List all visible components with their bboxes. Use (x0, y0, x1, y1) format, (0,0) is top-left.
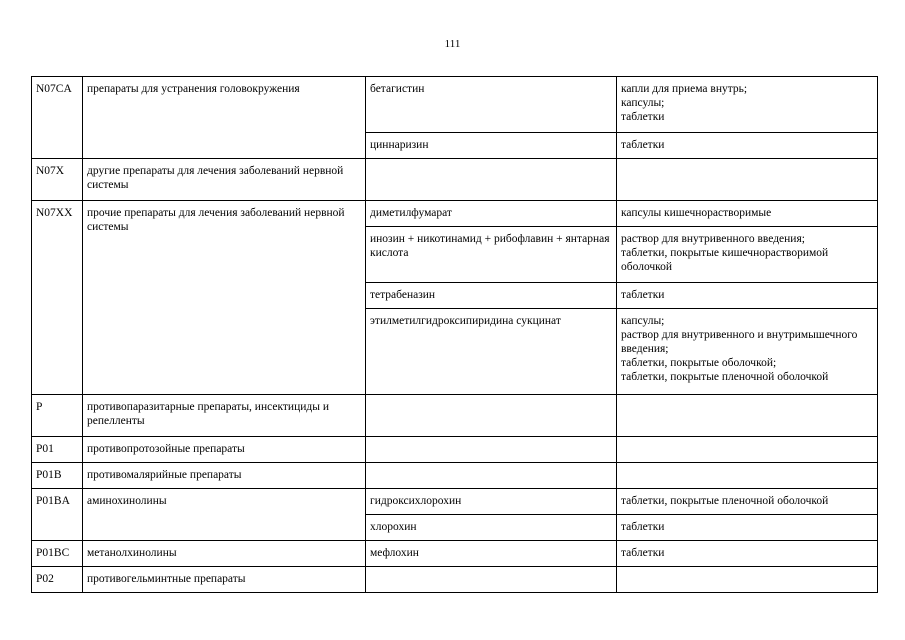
dosage-form-cell (617, 489, 878, 515)
dosage-form-cell (617, 515, 878, 541)
drug-name-cell (366, 159, 617, 201)
drug-name-cell: мефлохин (366, 541, 617, 567)
table-row (32, 567, 878, 593)
atc-code-cell: P02 (32, 567, 83, 593)
group-name-cell: противогельминтные препараты (83, 567, 366, 593)
dosage-form-line: раствор для внутривенного и внутримышечного введения; (621, 329, 858, 355)
table-row (32, 489, 878, 515)
dosage-form-cell (617, 133, 878, 159)
group-name-cell: противомалярийные препараты (83, 463, 366, 489)
atc-code-cell: N07CA (32, 77, 83, 159)
dosage-form-line: таблетки, покрытые пленочной оболочкой (621, 495, 829, 507)
drug-name-cell: циннаризин (366, 133, 617, 159)
table-row (32, 463, 878, 489)
dosage-form-line: таблетки (621, 521, 665, 533)
atc-code-cell: P01B (32, 463, 83, 489)
drug-name-cell (366, 463, 617, 489)
group-name-cell: другие препараты для лечения заболеваний нервной системы (83, 159, 366, 201)
atc-code-cell: P01 (32, 437, 83, 463)
dosage-form-line: таблетки (621, 547, 665, 559)
group-name-cell: аминохинолины (83, 489, 366, 541)
atc-code-cell: N07X (32, 159, 83, 201)
atc-code-cell: P01BC (32, 541, 83, 567)
drug-name-cell: гидроксихлорохин (366, 489, 617, 515)
drug-name-cell (366, 395, 617, 437)
dosage-form-cell (617, 437, 878, 463)
drug-name-cell: хлорохин (366, 515, 617, 541)
drug-name-cell: инозин + никотинамид + рибофлавин + янтарная кислота (366, 227, 617, 283)
drug-name-cell: диметилфумарат (366, 201, 617, 227)
group-name-cell: метанолхинолины (83, 541, 366, 567)
drug-table (31, 76, 878, 593)
dosage-form-line: таблетки (621, 139, 665, 151)
dosage-form-cell (617, 463, 878, 489)
dosage-form-cell (617, 395, 878, 437)
dosage-form-cell (617, 227, 878, 283)
drug-name-cell: тетрабеназин (366, 283, 617, 309)
group-name-cell: прочие препараты для лечения заболеваний нервной системы (83, 201, 366, 395)
table-row (32, 541, 878, 567)
table-row (32, 201, 878, 227)
dosage-form-line: раствор для внутривенного введения; (621, 233, 805, 245)
table-row (32, 159, 878, 201)
dosage-form-cell (617, 541, 878, 567)
dosage-form-line: таблетки, покрытые оболочкой; (621, 357, 777, 369)
dosage-form-line: таблетки, покрытые кишечнорастворимой оболочкой (621, 247, 829, 273)
dosage-form-line: таблетки, покрытые пленочной оболочкой (621, 371, 829, 383)
dosage-form-line: таблетки (621, 289, 665, 301)
drug-name-cell (366, 437, 617, 463)
atc-code-cell: P (32, 395, 83, 437)
dosage-form-line: капли для приема внутрь; (621, 83, 748, 95)
drug-name-cell: бетагистин (366, 77, 617, 133)
dosage-form-line: капсулы; (621, 97, 665, 109)
dosage-form-cell (617, 201, 878, 227)
drug-name-cell: этилметилгидроксипиридина сукцинат (366, 309, 617, 395)
atc-code-cell: P01BA (32, 489, 83, 541)
table-row (32, 77, 878, 133)
dosage-form-cell (617, 159, 878, 201)
dosage-form-cell (617, 309, 878, 395)
dosage-form-line: капсулы; (621, 315, 665, 327)
dosage-form-line: таблетки (621, 111, 665, 123)
dosage-form-cell (617, 567, 878, 593)
table-row (32, 395, 878, 437)
dosage-form-line: капсулы кишечнорастворимые (621, 207, 772, 219)
table-row (32, 437, 878, 463)
drug-name-cell (366, 567, 617, 593)
group-name-cell: противопротозойные препараты (83, 437, 366, 463)
atc-code-cell: N07XX (32, 201, 83, 395)
page-number: 111 (444, 38, 461, 50)
group-name-cell: препараты для устранения головокружения (83, 77, 366, 159)
dosage-form-cell (617, 283, 878, 309)
dosage-form-cell (617, 77, 878, 133)
group-name-cell: противопаразитарные препараты, инсектициды и репелленты (83, 395, 366, 437)
